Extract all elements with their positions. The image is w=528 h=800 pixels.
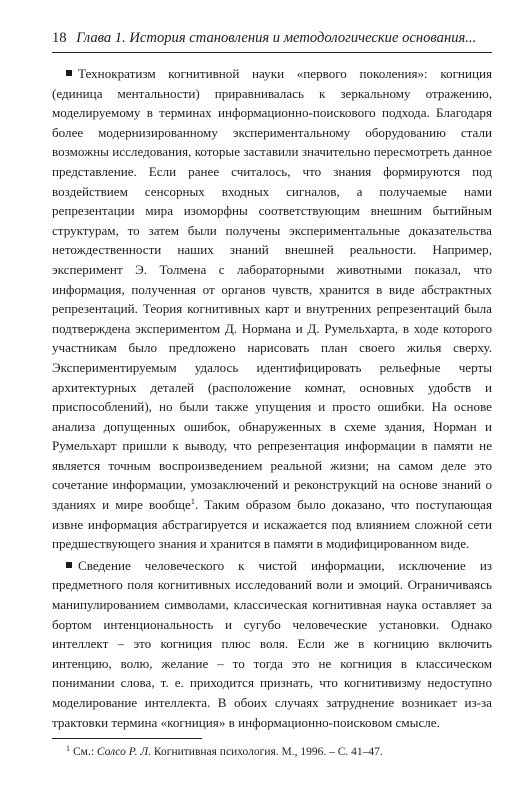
bullet-square-icon	[66, 562, 72, 568]
footnote-author: Солсо Р. Л.	[96, 746, 152, 758]
running-title: Глава 1. История становления и методологические основания...	[76, 30, 477, 46]
paragraph-text: Сведение человеческого к чистой информации, исключение из предметного поля когнитивных исследований воли и эмоций. Ограничиваясь манипулированием символами, классическая когнитивная наука оставляет за бортом интенциональность и сугубо человеческие установки. Однако интеллект – это когниция плюс воля. Если же в когницию включить интенцию, волю, желание – то тогда это не когниция в классическом понимании слова, т. е. приходится признать, что когнитивизму недоступно моделирование интеллекта. В обоих случаях затруднение возникает из-за трактовки термина «когниция» в информационно-поисковом смысле.	[52, 557, 492, 730]
bullet-square-icon	[66, 70, 72, 76]
paragraph-text-continued: . Таким образом было доказано, что поступающая извне информация абстрагируется и искажается под влиянием сложной сети предшествующего знания и хранится в памяти в модифицированном виде.	[52, 497, 493, 552]
footnote-reference[interactable]: 1	[190, 496, 196, 507]
paragraph-technocratism	[52, 64, 492, 554]
paragraph-text: Технократизм когнитивной науки «первого поколения»: когниция (единица ментальности) приравнивалась к зеркальному отражению, моделируемому в терминах информационно-поискового подхода. Благодаря более модернизированному экспериментальному оборудованию стали возможны исследования, которые заставили значительно пересмотреть данное представление. Если ранее считалось, что знания формируются под воздействием сенсорных входных сигналов, а получаемые нами репрезентации мира изоморфны соответствующим внешним бытийным структурам, то затем были получены экспериментальные доказательства нетождественности наших знаний внешней реальности. Например, эксперимент Э. Толмена с лабораторными животными показал, что информация, полученная от органов чувств, хранится в виде абстрактных репрезентаций. Теория когнитивных карт и внутренних репрезентаций была подтверждена экспериментом Д. Нормана и Д. Румельхарта, в ходе которого участникам было предложено нарисовать план своего жилья сверху. Экспериментируемым удалось идентифицировать рельефные черты архитектурных деталей (расположение комнат, основных удобств и приспособлений), но были также упущения и просто ошибки. На основе анализа допущенных ошибок, обнаруженных в схеме здания, Норман и Румельхарт пришли к выводу, что репрезентация информации в памяти не является точным воспроизведением реальной жизни; на самом деле это сочетание информации, умозаключений и реконструкций на основе знаний о зданиях и мире вообще	[52, 66, 492, 513]
footnote-number: 1	[66, 744, 70, 753]
page-number: 18	[52, 30, 67, 46]
paragraph-reduction	[52, 556, 492, 732]
footnote	[66, 741, 492, 760]
header-rule	[52, 52, 492, 53]
footnote-citation: Когнитивная психология. М., 1996. – С. 41–47.	[153, 746, 383, 758]
body-text	[52, 64, 492, 734]
footnote-rule	[52, 738, 202, 739]
running-header	[52, 30, 492, 47]
footnote-prefix: См.:	[73, 746, 95, 758]
